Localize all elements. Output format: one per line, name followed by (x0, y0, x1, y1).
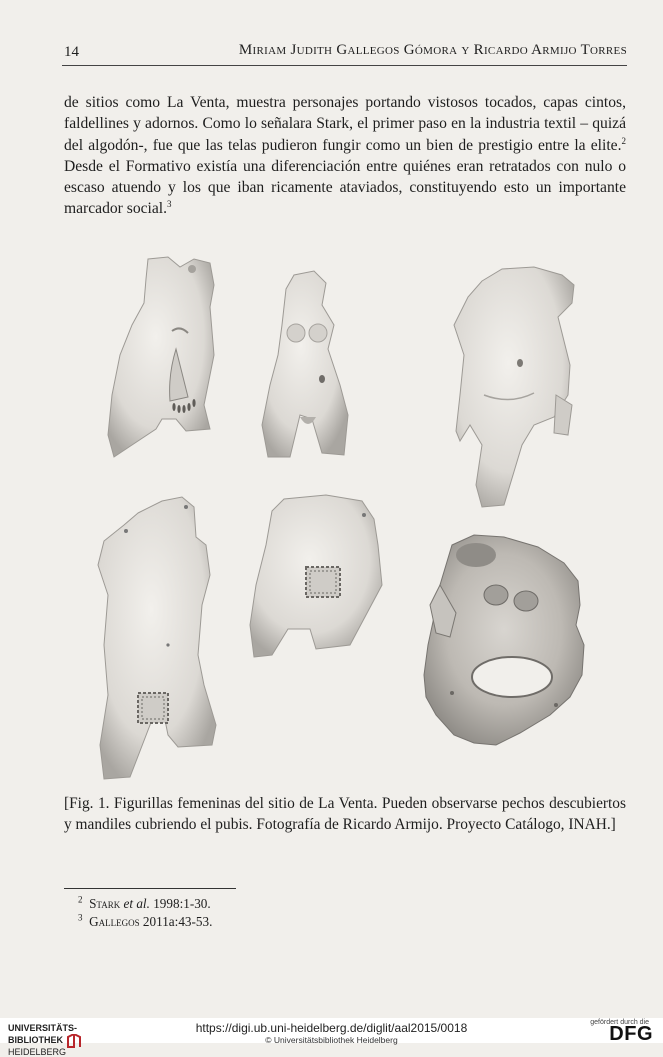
footnote-2 (78, 896, 211, 912)
figurine-5 (250, 495, 382, 657)
figurine-2 (262, 271, 348, 457)
library-name-line-2: BIBLIOTHEK (8, 1036, 63, 1046)
figure-figurines (64, 245, 626, 785)
footnote-2-etal: et al. (124, 896, 150, 911)
figurine-3 (454, 267, 574, 507)
running-head: Miriam Judith Gallegos Gómora y Ricardo Armijo Torres (239, 42, 627, 59)
body-paragraph (64, 92, 626, 220)
library-name-line-1: UNIVERSITÄTS- (8, 1024, 81, 1034)
footnote-2-ref: 1998:1-30. (150, 896, 211, 911)
figurine-6 (424, 535, 584, 745)
footnote-3-author: Gallegos (89, 914, 140, 929)
page-url-link[interactable]: https://digi.ub.uni-heidelberg.de/diglit/aal2015/0018 (0, 1021, 663, 1035)
footnote-rule (64, 888, 236, 889)
funder-label: gefördert durch die (590, 1019, 649, 1026)
figurine-4 (98, 497, 216, 779)
footnote-2-number: 2 (78, 895, 83, 905)
footnote-3-ref: 2011a:43-53. (140, 914, 213, 929)
page-number: 14 (64, 44, 79, 61)
footnote-ref-2[interactable]: 2 (622, 135, 627, 145)
body-text-part-1: de sitios como La Venta, muestra personajes portando vistosos tocados, capas cintos, faldellines y adornos. Como lo señalara Stark, el primer paso en la industria textil – quizá del algodón-, fue que las telas pudieron fungir como un bien de prestigio entre la elite. (64, 94, 626, 154)
figurines-photo (64, 245, 626, 785)
header-rule (62, 65, 627, 66)
footnote-3-number: 3 (78, 913, 83, 923)
library-name-line-3: HEIDELBERG (8, 1048, 81, 1057)
footnote-2-author: Stark (89, 896, 120, 911)
dfg-logo[interactable]: DFG (609, 1026, 653, 1043)
copyright-notice: © Universitätsbibliothek Heidelberg (0, 1035, 663, 1045)
figurine-1 (108, 257, 214, 457)
body-text-part-2: Desde el Formativo existía una diferenciación entre quiénes eran retratados con nulo o escaso atuendo y los que iban ricamente ataviados, constituyendo esto un importante marcador social. (64, 158, 626, 218)
footnote-ref-3[interactable]: 3 (167, 199, 172, 209)
figure-caption: [Fig. 1. Figurillas femeninas del sitio de La Venta. Pueden observarse pechos descubiertos y mandiles cubriendo el pubis. Fotografía de Ricardo Armijo. Proyecto Catálogo, INAH.] (64, 793, 626, 835)
footnote-3 (78, 914, 212, 930)
